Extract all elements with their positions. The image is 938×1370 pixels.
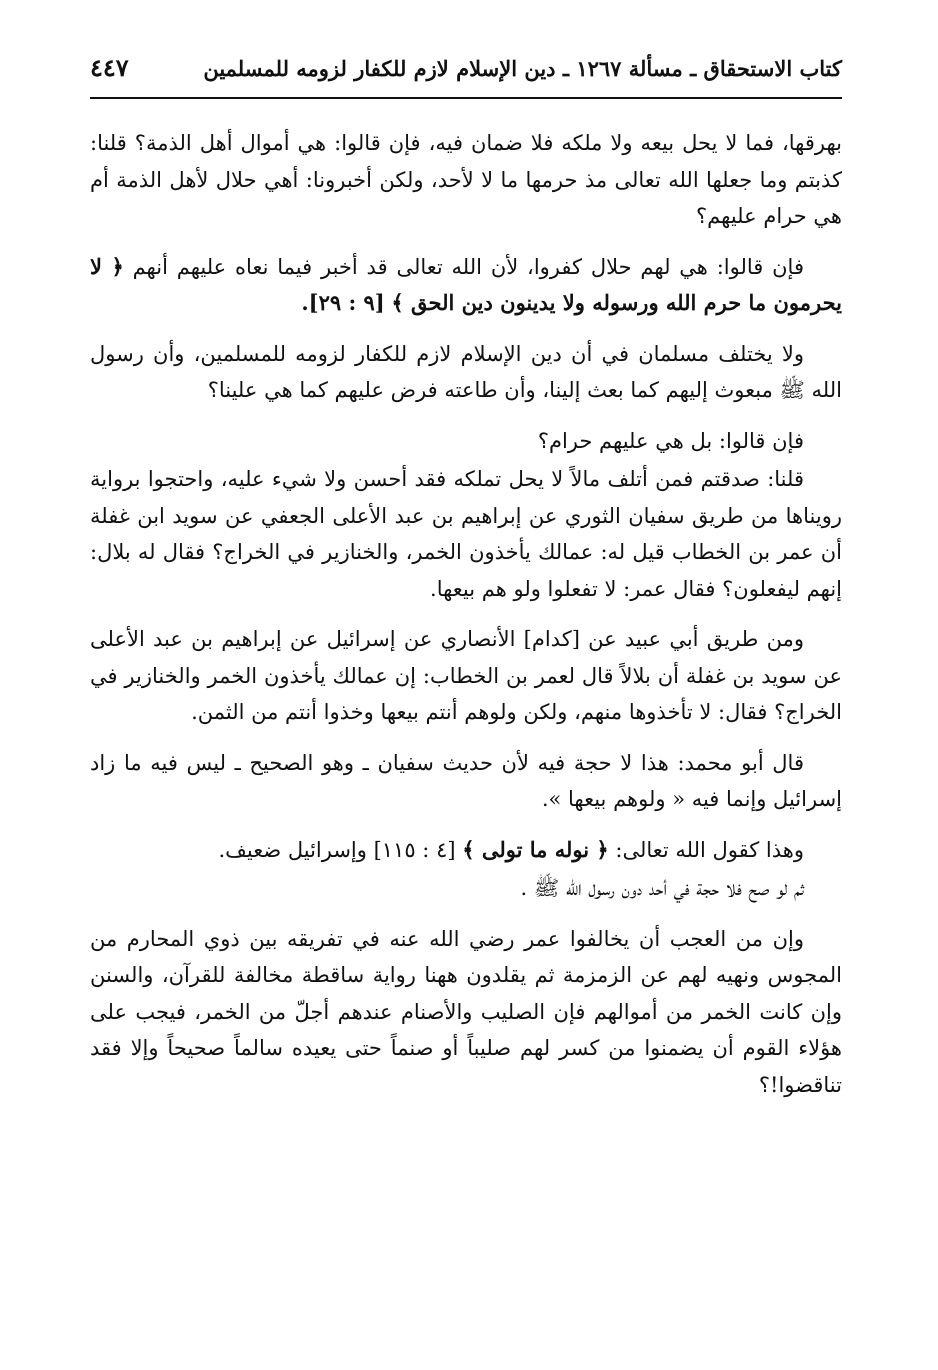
paragraph-2-text: فإن قالوا: هي لهم حلال كفروا، لأن الله تعالى قد أخبر فيما نعاه عليهم أنهم (132, 254, 804, 279)
paragraph-1: بهرقها، فما لا يحل بيعه ولا ملكه فلا ضمان فيه، فإن قالوا: هي أموال أهل الذمة؟ قلنا: كذبتم وما جعلها الله تعالى مذ حرمها ما لا لأحد، ولكن أخبرونا: أهي حلال لأهل الذمة أم هي حرام عليهم؟ (90, 131, 842, 228)
verse-reference-1: [٩ : ٢٩]. (301, 290, 385, 315)
header-divider (90, 97, 842, 99)
book-page (90, 48, 842, 1117)
paragraph-2 (90, 249, 842, 322)
paragraph-8-text: وهذا كقول الله تعالى: (615, 837, 804, 862)
header-title: كتاب الاستحقاق ـ مسألة ١٢٦٧ ـ دين الإسلام لازم للكفار لزومه للمسلمين (203, 56, 842, 81)
paragraph-6: ومن طريق أبي عبيد عن [كدام] الأنصاري عن إسرائيل عن إبراهيم بن عبد الأعلى عن سويد بن غفلة أن بلالاً قال لعمر بن الخطاب: إن عمالك يأخذون الخمر والخنازير في الخراج؟ فقال: لا تأخذوها منهم، ولكن ولوهم أنتم بيعها وخذوا أنتم من الثمن. (90, 627, 843, 724)
quran-verse-1: ﴿ لا يحرمون ما حرم الله ورسوله ولا يدينون دين الحق ﴾ (90, 253, 842, 315)
verse-reference-2: [٤ : ١١٥] وإسرائيل ضعيف. (218, 837, 456, 862)
paragraph-9: ثم لو صح فلا حجة في أحد دون رسول الله ﷺ . (520, 876, 804, 900)
page-number: ٤٤٧ (90, 53, 129, 82)
quran-verse-2: ﴿ نوله ما تولى ﴾ (462, 836, 609, 862)
paragraph-5: قلنا: صدقتم فمن أتلف مالاً لا يحل تملكه فقد أحسن ولا شيء عليه، واحتجوا برواية رويناها من طريق سفيان الثوري عن إبراهيم بن عبد الأعلى الجعفي عن سويد ابن غفلة أن عمر بن الخطاب قيل له: عمالك يأخذون الخمر، والخنازير في الخراج؟ فقال له بلال: إنهم ليفعلون؟ فقال عمر: لا تفعلوا ولو هم بيعها. (90, 467, 842, 601)
paragraph-4: فإن قالوا: بل هي عليهم حرام؟ (537, 428, 804, 453)
paragraph-10: وإن من العجب أن يخالفوا عمر رضي الله عنه في تفريقه بين ذوي المحارم من المجوس ونهيه لهم عن الزمزمة ثم يقلدون ههنا رواية ساقطة مخالفة للقرآن، والسنن وإن كانت الخمر من أموالهم فإن الصليب والأصنام عندهم أجلّ من الخمر، فيجب على هؤلاء القوم أن يضمنوا من كسر لهم صليباً أو صنماً حتى يعيده سالماً صحيحاً وإلا فقد تناقضوا!؟ (90, 926, 842, 1097)
running-header (90, 48, 842, 89)
paragraph-8 (90, 832, 842, 869)
paragraph-3: ولا يختلف مسلمان في أن دين الإسلام لازم للكفار لزومه للمسلمين، وأن رسول الله ﷺ مبعوث إليهم كما بعث إلينا، وأن طاعته فرض عليهم كما هي علينا؟ (90, 341, 842, 402)
paragraph-7: قال أبو محمد: هذا لا حجة فيه لأن حديث سفيان ـ وهو الصحيح ـ ليس فيه ما زاد إسرائيل وإنما فيه « ولوهم بيعها ». (90, 750, 842, 811)
